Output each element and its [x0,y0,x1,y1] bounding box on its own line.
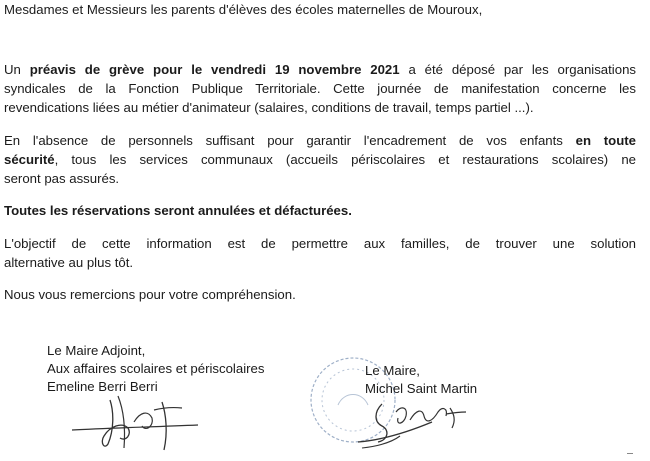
paragraph-2-line-1 [4,133,636,149]
paragraph-4-line-1: L'objectif de cette information est de permettre aux familles, de trouver une solution [4,236,636,251]
handwritten-signature-adjoint [70,392,200,452]
paragraph-1-line-3: revendications liées au métier d'animateur (salaires, conditions de travail, temps partiel ...). [4,100,534,115]
paragraph-1-line-2: syndicales de la Fonction Publique Territoriale. Cette journée de manifestation concerne les [4,81,636,96]
signatory-role: Aux affaires scolaires et périscolaires [47,361,265,376]
closing-thanks: Nous vous remercions pour votre compréhension. [4,287,296,302]
text: , tous les services communaux (accueils périscolaires et restaurations scolaires) ne [54,152,636,167]
signatory-name: Emeline Berri Berri [47,379,158,394]
strike-notice: préavis de grève pour le vendredi 19 novembre 2021 [29,62,400,77]
paragraph-2-line-2 [4,152,636,168]
signatory-title: Le Maire Adjoint, [47,343,146,358]
paragraph-1-line-1 [4,62,636,78]
cancellation-notice: Toutes les réservations seront annulées et défacturées. [4,203,352,218]
paragraph-2-line-3: seront pas assurés. [4,171,120,186]
signatory-name: Michel Saint Martin [365,381,478,396]
greeting: Mesdames et Messieurs les parents d'élèves des écoles maternelles de Mouroux, [4,2,483,17]
emphasis: sécurité [4,152,55,167]
scan-mark [627,453,633,454]
paragraph-4-line-2: alternative au plus tôt. [4,255,134,270]
signature-block-maire [365,362,477,398]
text: En l'absence de personnels suffisant pour garantir l'encadrement de vos enfants [4,133,576,148]
handwritten-signature-maire [352,398,472,453]
text: Un [4,62,30,77]
emphasis: en toute [575,133,636,148]
signature-block-adjoint [47,342,264,396]
text: a été déposé par les organisations [399,62,636,77]
signatory-title: Le Maire, [365,363,420,378]
